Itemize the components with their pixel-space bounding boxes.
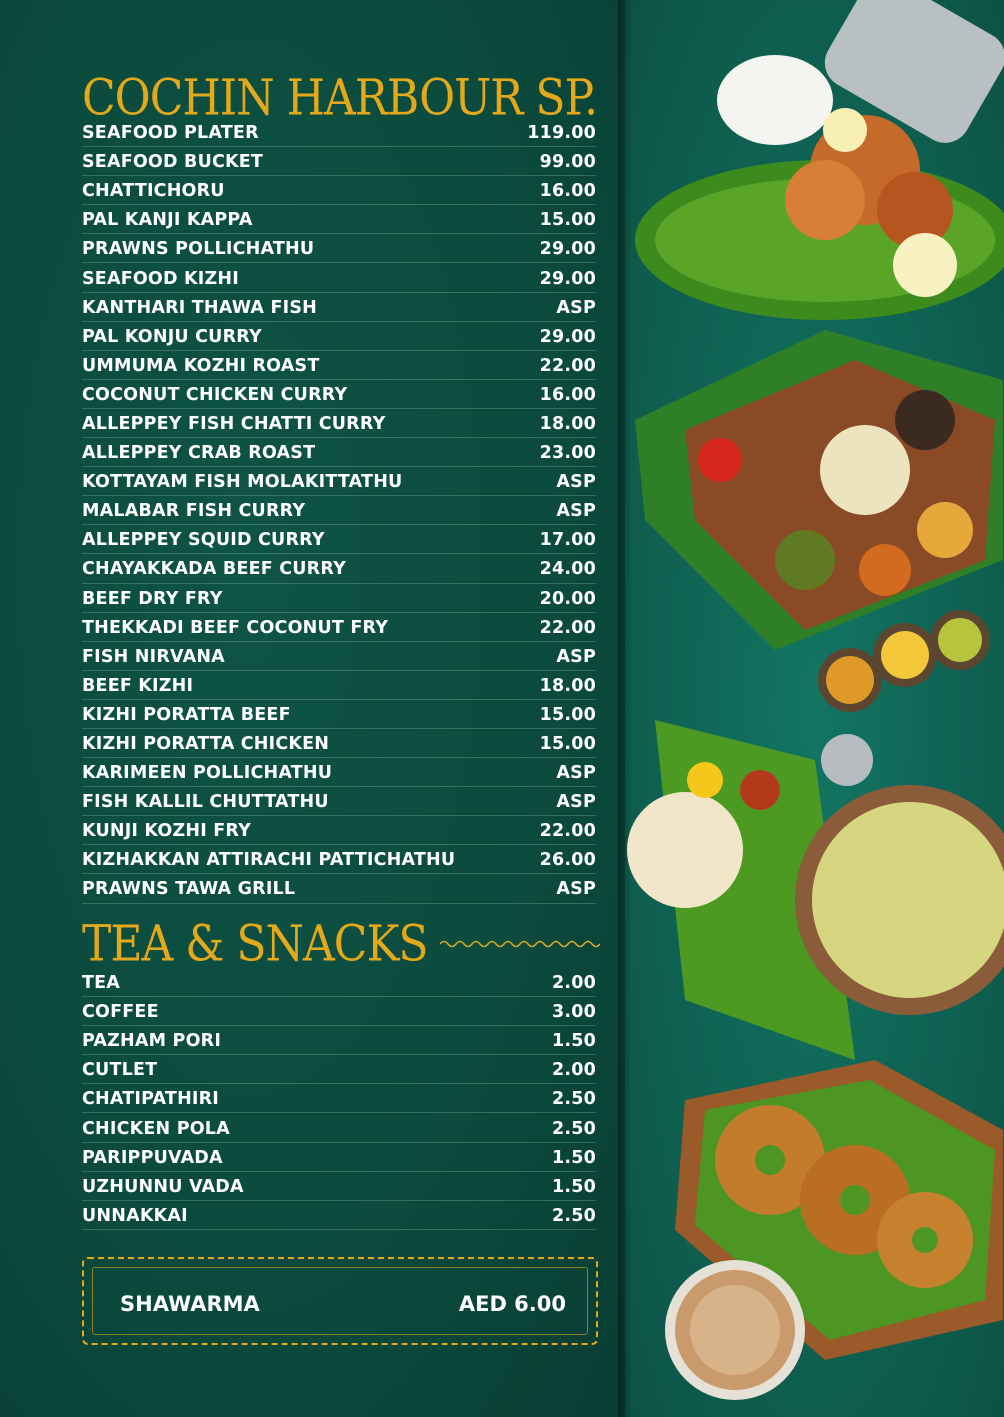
menu-item: [82, 584, 596, 613]
menu-item-name: UMMUMA KOZHI ROAST: [82, 355, 320, 376]
menu-item-price: 16.00: [539, 181, 596, 202]
menu-item-price: 20.00: [539, 588, 596, 609]
menu-item-name: ALLEPPEY SQUID CURRY: [82, 530, 325, 551]
menu-item: [82, 234, 596, 263]
menu-item: [82, 118, 596, 147]
menu-item-name: SEAFOOD BUCKET: [82, 152, 264, 173]
menu-item: [82, 1172, 596, 1201]
menu-item: [82, 322, 596, 351]
squiggle-divider-icon: [440, 936, 600, 952]
menu-item-price: 24.00: [539, 559, 596, 580]
menu-item: [82, 1113, 596, 1142]
menu-item-price: 29.00: [539, 239, 596, 260]
menu-item: [82, 874, 596, 903]
menu-item-price: 29.00: [539, 268, 596, 289]
menu-item: [82, 729, 596, 758]
menu-item: [82, 845, 596, 874]
menu-item-name: BEEF KIZHI: [82, 675, 194, 696]
chutney-cups-icon: [818, 610, 990, 712]
menu-item-name: MALABAR FISH CURRY: [82, 501, 306, 522]
menu-item-name: FISH KALLIL CHUTTATHU: [82, 792, 329, 813]
menu-item-price: 26.00: [539, 850, 596, 871]
menu-item-price: 2.00: [552, 1060, 596, 1081]
menu-item-name: CHICKEN POLA: [82, 1118, 230, 1139]
menu-item-name: KANTHARI THAWA FISH: [82, 297, 317, 318]
menu-item-price: ASP: [556, 472, 596, 493]
menu-item-name: ALLEPPEY FISH CHATTI CURRY: [82, 413, 386, 434]
seafood-bucket-icon: [635, 0, 1004, 320]
menu-item: [82, 816, 596, 845]
menu-item-price: 99.00: [539, 152, 596, 173]
shawarma-price: AED 6.00: [458, 1292, 566, 1316]
menu-item-price: 2.50: [552, 1118, 596, 1139]
menu-item: [82, 409, 596, 438]
menu-item: [82, 642, 596, 671]
menu-item-name: SEAFOOD KIZHI: [82, 268, 239, 289]
menu-item-name: PRAWNS POLLICHATHU: [82, 239, 315, 260]
menu-item-name: FISH NIRVANA: [82, 646, 225, 667]
menu-item-price: ASP: [556, 501, 596, 522]
shawarma-box: [82, 1257, 598, 1345]
tea-glass-icon: [665, 1260, 805, 1400]
menu-item-price: 23.00: [539, 443, 596, 464]
menu-item-name: COCONUT CHICKEN CURRY: [82, 384, 348, 405]
menu-item-name: COFFEE: [82, 1002, 159, 1023]
menu-item-name: ALLEPPEY CRAB ROAST: [82, 443, 316, 464]
menu-item-price: ASP: [556, 297, 596, 318]
menu-item: [82, 525, 596, 554]
menu-item: [82, 671, 596, 700]
menu-item-name: KOTTAYAM FISH MOLAKITTATHU: [82, 472, 403, 493]
menu-item-price: 3.00: [552, 1002, 596, 1023]
menu-item: [82, 467, 596, 496]
menu-item: [82, 147, 596, 176]
menu-item-name: CHAYAKKADA BEEF CURRY: [82, 559, 346, 580]
menu-item-price: 119.00: [527, 123, 596, 144]
menu-item-price: ASP: [556, 792, 596, 813]
menu-item-name: KUNJI KOZHI FRY: [82, 821, 251, 842]
menu-item: [82, 1143, 596, 1172]
menu-item-name: CHATIPATHIRI: [82, 1089, 220, 1110]
menu-item-price: 15.00: [539, 704, 596, 725]
menu-item: [82, 351, 596, 380]
shawarma-name: SHAWARMA: [120, 1292, 260, 1316]
menu-item-price: 2.50: [552, 1089, 596, 1110]
menu-item: [82, 438, 596, 467]
menu-item-name: THEKKADI BEEF COCONUT FRY: [82, 617, 389, 638]
menu-item: [82, 496, 596, 525]
menu-item-name: PAL KANJI KAPPA: [82, 210, 253, 231]
menu-item: [82, 293, 596, 322]
menu-item: [82, 787, 596, 816]
menu-item-name: CHATTICHORU: [82, 181, 225, 202]
menu-item-price: 1.50: [552, 1147, 596, 1168]
menu-item: [82, 613, 596, 642]
menu-item-price: 1.50: [552, 1031, 596, 1052]
menu-item-price: 2.50: [552, 1205, 596, 1226]
menu-item-price: 22.00: [539, 355, 596, 376]
menu-item-name: UZHUNNU VADA: [82, 1176, 244, 1197]
menu-item-name: KIZHAKKAN ATTIRACHI PATTICHATHU: [82, 850, 456, 871]
section-title-cochin-harbour: COCHIN HARBOUR SP.: [82, 69, 598, 127]
menu-item-price: 18.00: [539, 675, 596, 696]
menu-item-name: KIZHI PORATTA BEEF: [82, 704, 291, 725]
menu-item: [82, 758, 596, 787]
menu-item-name: PRAWNS TAWA GRILL: [82, 879, 296, 900]
kanji-bowl-icon: [627, 720, 1004, 1060]
menu-item-name: SEAFOOD PLATER: [82, 123, 259, 144]
menu-item-name: UNNAKKAI: [82, 1205, 188, 1226]
menu-item-price: ASP: [556, 646, 596, 667]
menu-item-price: ASP: [556, 879, 596, 900]
menu-item: [82, 1026, 596, 1055]
menu-item-price: 22.00: [539, 617, 596, 638]
cochin-harbour-menu-list: [82, 118, 596, 904]
menu-item-name: BEEF DRY FRY: [82, 588, 223, 609]
menu-item: [82, 700, 596, 729]
menu-item: [82, 263, 596, 292]
menu-item-price: 2.00: [552, 973, 596, 994]
menu-item: [82, 1084, 596, 1113]
menu-item-name: KARIMEEN POLLICHATHU: [82, 763, 333, 784]
menu-item: [82, 176, 596, 205]
tea-snacks-menu-list: [82, 968, 596, 1230]
seafood-platter-icon: [635, 330, 1003, 650]
menu-item-name: CUTLET: [82, 1060, 158, 1081]
menu-item-name: TEA: [82, 973, 121, 994]
menu-item: [82, 1055, 596, 1084]
menu-item: [82, 554, 596, 583]
menu-item: [82, 997, 596, 1026]
menu-item-price: 18.00: [539, 413, 596, 434]
menu-item-name: PAL KONJU CURRY: [82, 326, 262, 347]
menu-item-price: 29.00: [539, 326, 596, 347]
menu-item-price: 22.00: [539, 821, 596, 842]
menu-item-name: PAZHAM PORI: [82, 1031, 222, 1052]
menu-item-price: ASP: [556, 763, 596, 784]
menu-item-name: KIZHI PORATTA CHICKEN: [82, 734, 330, 755]
menu-item-price: 15.00: [539, 734, 596, 755]
menu-item: [82, 1201, 596, 1230]
menu-item: [82, 380, 596, 409]
menu-item: [82, 205, 596, 234]
menu-item: [82, 968, 596, 997]
food-illustrations: [625, 0, 1004, 1417]
section-title-tea-snacks: TEA & SNACKS: [82, 915, 428, 973]
menu-item-price: 1.50: [552, 1176, 596, 1197]
menu-item-name: PARIPPUVADA: [82, 1147, 223, 1168]
menu-item-price: 17.00: [539, 530, 596, 551]
menu-item-price: 15.00: [539, 210, 596, 231]
menu-item-price: 16.00: [539, 384, 596, 405]
